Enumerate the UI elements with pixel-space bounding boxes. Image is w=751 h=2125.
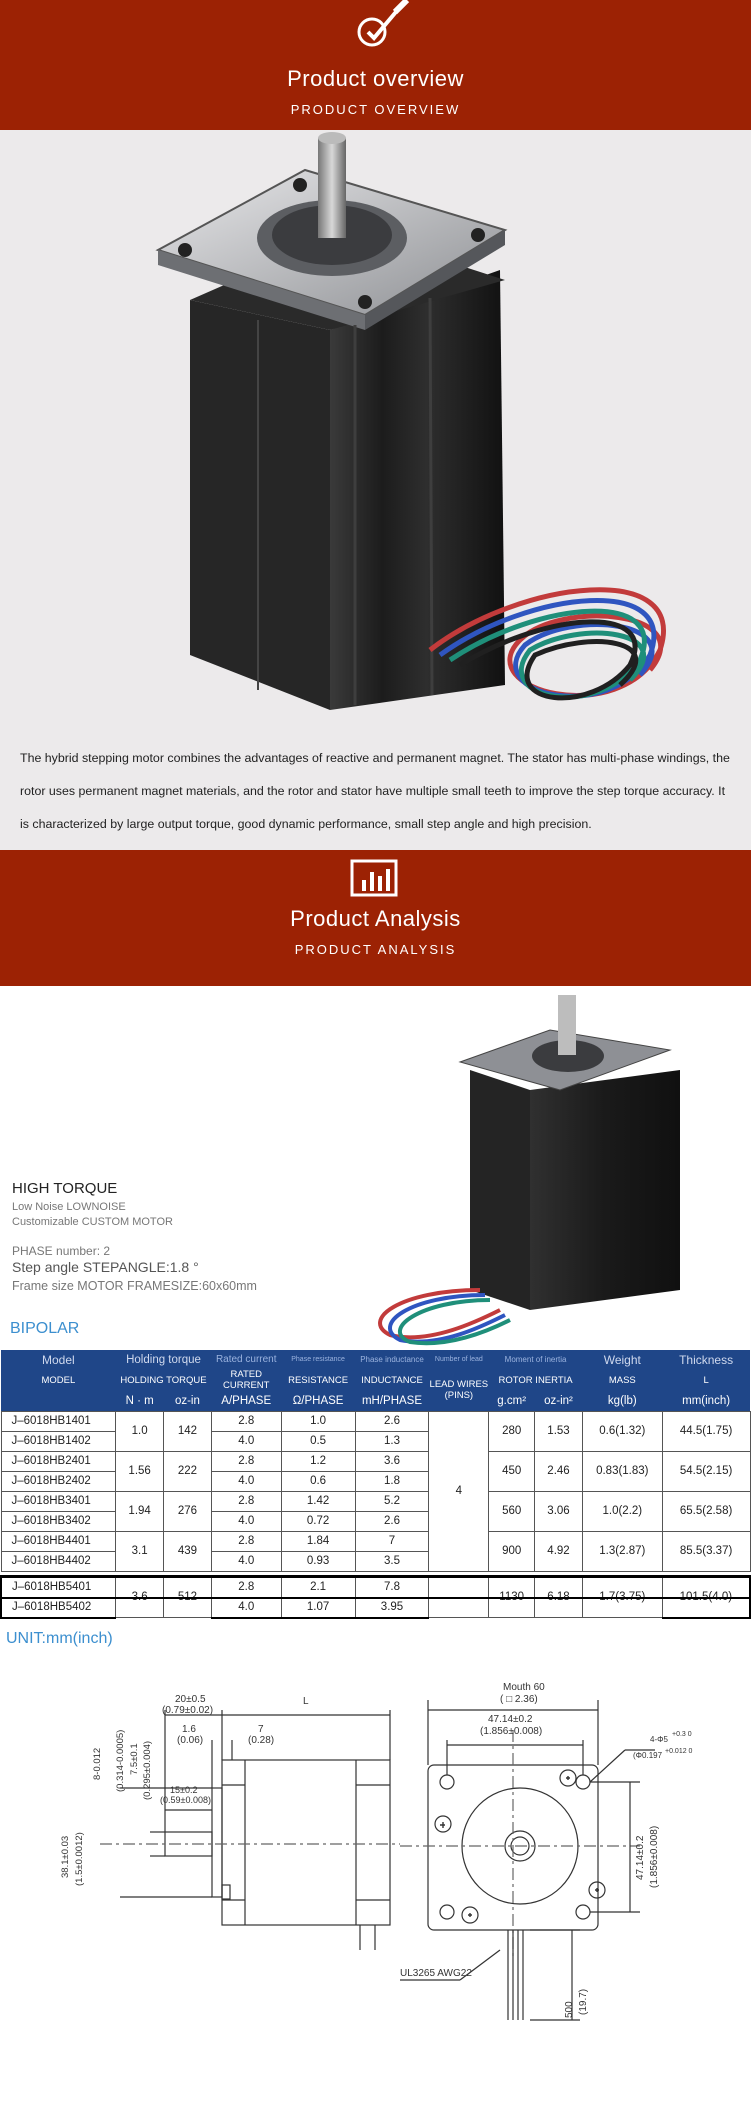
dim-hole-tol: +0.3 0: [672, 1731, 692, 1738]
dim-1-6: 1.6: [182, 1724, 196, 1735]
cell-inertia-oz: 2.46: [535, 1451, 583, 1491]
th-weight: Weight: [582, 1350, 662, 1369]
table-row: [1, 1451, 750, 1471]
cell-resistance: 1.2: [281, 1451, 355, 1471]
table-row: [1, 1491, 750, 1511]
cell-inertia-g: 280: [489, 1411, 535, 1451]
check-badge-icon: [0, 0, 751, 56]
lead-len-in: (19.7): [578, 1988, 589, 2015]
cell-inertia-oz: 1.53: [535, 1411, 583, 1451]
unit-ozin2: oz-in²: [535, 1391, 583, 1411]
unit-label: UNIT:mm(inch): [6, 1630, 113, 1647]
feature-heading: HIGH TORQUE: [12, 1180, 118, 1197]
th-thickness: Thickness: [662, 1350, 750, 1369]
cell-current: 2.8: [211, 1411, 281, 1431]
th2-inductance: INDUCTANCE: [355, 1369, 429, 1391]
bar-chart-icon: [0, 856, 751, 906]
overview-banner: [0, 0, 751, 130]
stepper-motor-small-illustration: [360, 990, 680, 1350]
unit-kg: kg(lb): [582, 1391, 662, 1411]
spec-table: [0, 1350, 751, 1619]
cell-resistance: 1.07: [281, 1597, 355, 1618]
cell-resistance: 1.42: [281, 1491, 355, 1511]
th-torque: Holding torque: [116, 1350, 212, 1369]
cell-model: J–6018HB2402: [1, 1471, 116, 1491]
dim-hole-in: (Φ0.197: [633, 1751, 663, 1760]
cell-inertia-g: 900: [489, 1531, 535, 1571]
cell-model: J–6018HB5401: [1, 1577, 116, 1598]
cell-inductance: 1.3: [355, 1431, 429, 1451]
cell-resistance: 0.5: [281, 1431, 355, 1451]
dim-15: 15±0.2: [170, 1785, 198, 1795]
cell-lead-wires: 4: [429, 1411, 489, 1571]
cell-inertia-oz: 4.92: [535, 1531, 583, 1571]
cell-current: 4.0: [211, 1551, 281, 1571]
cell-inertia-oz: 6.18: [535, 1577, 583, 1618]
pilot-38: 38.1±0.03: [60, 1835, 71, 1878]
th-inductance: Phase inductance: [355, 1350, 429, 1369]
cell-torque-nm: 1.0: [116, 1411, 164, 1451]
th2-model: MODEL: [1, 1369, 116, 1391]
cell-inertia-g: 1130: [489, 1577, 535, 1618]
cell-inductance: 5.2: [355, 1491, 429, 1511]
th-model: Model: [1, 1350, 116, 1369]
cell-torque-ozin: 512: [164, 1577, 212, 1618]
unit-a: A/PHASE: [211, 1391, 281, 1411]
unit-ohm: Ω/PHASE: [281, 1391, 355, 1411]
cell-inertia-g: 560: [489, 1491, 535, 1531]
cell-torque-ozin: 439: [164, 1531, 212, 1571]
cell-torque-nm: 3.1: [116, 1531, 164, 1571]
th2-l: L: [662, 1369, 750, 1391]
cell-length: 85.5(3.37): [662, 1531, 750, 1571]
th2-current: RATED CURRENT: [211, 1369, 281, 1391]
cell-model: J–6018HB5402: [1, 1597, 116, 1618]
cell-length: 54.5(2.15): [662, 1451, 750, 1491]
dim-mouth-in: ( □ 2.36): [500, 1694, 538, 1705]
th-leads: Number of lead: [429, 1350, 489, 1369]
feature-list: [12, 1180, 257, 1293]
cell-current: 4.0: [211, 1471, 281, 1491]
cell-resistance: 1.84: [281, 1531, 355, 1551]
cell-mass: 0.6(1.32): [582, 1411, 662, 1451]
cell-inductance: 2.6: [355, 1411, 429, 1431]
cell-model: J–6018HB4401: [1, 1531, 116, 1551]
cell-resistance: 0.6: [281, 1471, 355, 1491]
feature-line-noise: Low Noise LOWNOISE: [12, 1201, 126, 1213]
cell-inductance: 3.6: [355, 1451, 429, 1471]
cell-current: 2.8: [211, 1491, 281, 1511]
cell-inductance: 1.8: [355, 1471, 429, 1491]
dim-l: L: [303, 1696, 309, 1707]
shaft-8-in: (0.314-0.0005): [115, 1729, 126, 1792]
overview-subtitle: PRODUCT OVERVIEW: [290, 102, 461, 117]
cell-inductance: 3.95: [355, 1597, 429, 1618]
pilot-38-in: (1.5±0.0012): [74, 1832, 85, 1886]
dim-7-in: (0.28): [248, 1735, 275, 1746]
analysis-title: Product Analysis: [290, 906, 461, 931]
th2-leads: LEAD WIRES (PINS): [429, 1369, 489, 1411]
cell-resistance: 2.1: [281, 1577, 355, 1598]
product-description: The hybrid stepping motor combines the advantages of reactive and permanent magnet. The stator has multi-phase windings, the rotor uses permanent magnet materials, and the rotor and stator have multiple small teeth to improve the step torque accuracy. It is characterized by large output torque, good dynamic performance, small step angle and high precision.: [20, 751, 730, 831]
cell-current: 2.8: [211, 1577, 281, 1598]
dim-47: 47.14±0.2: [488, 1714, 533, 1725]
flat-7-5-in: (0.295±0.004): [142, 1740, 153, 1800]
analysis-subtitle: PRODUCT ANALYSIS: [294, 942, 457, 957]
cell-inductance: 7.8: [355, 1577, 429, 1598]
cell-inductance: 2.6: [355, 1511, 429, 1531]
table-row: [1, 1411, 750, 1431]
th-inertia: Moment of inertia: [489, 1350, 583, 1369]
dim-hole: 4-Φ5: [650, 1735, 668, 1744]
cell-length: 65.5(2.58): [662, 1491, 750, 1531]
cell-current: 2.8: [211, 1451, 281, 1471]
wire-spec: UL3265 AWG22: [400, 1968, 472, 1979]
cell-inertia-g: 450: [489, 1451, 535, 1491]
unit-mh: mH/PHASE: [355, 1391, 429, 1411]
dim-47-in: (1.856±0.008): [480, 1726, 543, 1737]
cell-inductance: 7: [355, 1531, 429, 1551]
cell-model: J–6018HB1401: [1, 1411, 116, 1431]
th-current: Rated current: [211, 1350, 281, 1369]
feature-line-custom: Customizable CUSTOM MOTOR: [12, 1216, 173, 1228]
dim-20: 20±0.5: [175, 1694, 206, 1705]
cell-mass: 1.0(2.2): [582, 1491, 662, 1531]
unit-nm: N · m: [116, 1391, 164, 1411]
cell-torque-ozin: 222: [164, 1451, 212, 1491]
dim-hole-in-tol: +0.012 0: [665, 1748, 693, 1755]
flat-7-5: 7.5±0.1: [129, 1743, 140, 1775]
dim-47-v: 47.14±0.2: [635, 1835, 646, 1880]
dim-7: 7: [258, 1724, 264, 1735]
dim-15-in: (0.59±0.008): [160, 1795, 211, 1805]
dim-mouth: Mouth 60: [503, 1682, 545, 1693]
cell-torque-ozin: 142: [164, 1411, 212, 1451]
cell-model: J–6018HB3402: [1, 1511, 116, 1531]
cell-inductance: 3.5: [355, 1551, 429, 1571]
cell-mass: 1.3(2.87): [582, 1531, 662, 1571]
unit-gcm: g.cm²: [489, 1391, 535, 1411]
th2-inertia: ROTOR INERTIA: [489, 1369, 583, 1391]
feature-frame-size: Frame size MOTOR FRAMESIZE:60x60mm: [12, 1279, 257, 1293]
cell-inertia-oz: 3.06: [535, 1491, 583, 1531]
feature-step-angle: Step angle STEPANGLE:1.8 °: [12, 1259, 199, 1275]
cell-resistance: 1.0: [281, 1411, 355, 1431]
unit-mm: mm(inch): [662, 1391, 750, 1411]
table-row: [1, 1531, 750, 1551]
cell-model: J–6018HB2401: [1, 1451, 116, 1471]
cell-resistance: 0.93: [281, 1551, 355, 1571]
lead-len: 500: [564, 2001, 575, 2018]
cell-current: 4.0: [211, 1597, 281, 1618]
cell-torque-nm: 1.56: [116, 1451, 164, 1491]
cell-torque-nm: 1.94: [116, 1491, 164, 1531]
cell-resistance: 0.72: [281, 1511, 355, 1531]
th2-torque: HOLDING TORQUE: [116, 1369, 212, 1391]
cell-torque-ozin: 276: [164, 1491, 212, 1531]
dim-1-6-in: (0.06): [177, 1735, 204, 1746]
dimension-drawing: [0, 1650, 751, 2125]
cell-model: J–6018HB4402: [1, 1551, 116, 1571]
cell-model: J–6018HB1402: [1, 1431, 116, 1451]
cell-torque-nm: 3.6: [116, 1577, 164, 1618]
analysis-banner: [0, 850, 751, 986]
th2-mass: MASS: [582, 1369, 662, 1391]
unit-ozin: oz-in: [164, 1391, 212, 1411]
cell-length: 44.5(1.75): [662, 1411, 750, 1451]
cell-current: 2.8: [211, 1531, 281, 1551]
feature-phase: PHASE number: 2: [12, 1244, 111, 1258]
th-resistance: Phase resistance: [281, 1350, 355, 1369]
shaft-8: 8-0.012: [92, 1747, 103, 1780]
dim-20-in: (0.79±0.02): [162, 1705, 214, 1716]
cell-model: J–6018HB3401: [1, 1491, 116, 1511]
cell-current: 4.0: [211, 1431, 281, 1451]
cell-mass: 1.7(3.75): [582, 1577, 662, 1618]
table-row-highlight: [1, 1577, 750, 1598]
th2-resistance: RESISTANCE: [281, 1369, 355, 1391]
cell-current: 4.0: [211, 1511, 281, 1531]
bipolar-label: BIPOLAR: [10, 1320, 80, 1337]
cell-length: 101.5(4.0): [662, 1577, 750, 1618]
overview-title: Product overview: [287, 66, 464, 91]
cell-mass: 0.83(1.83): [582, 1451, 662, 1491]
dim-47-v-in: (1.856±0.008): [649, 1825, 660, 1888]
